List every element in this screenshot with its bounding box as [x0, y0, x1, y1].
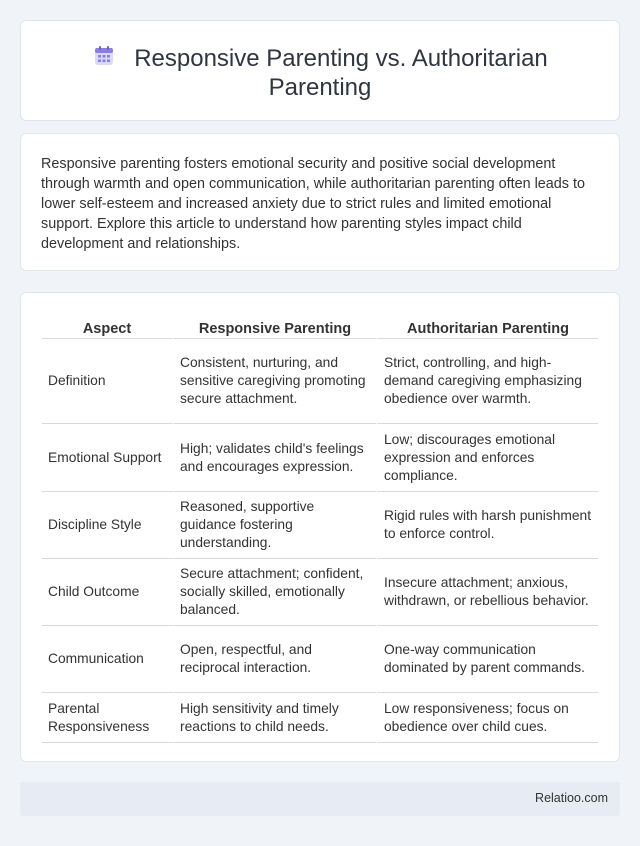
row-responsive: Open, respectful, and reciprocal interaction.	[172, 626, 376, 693]
header-authoritarian: Authoritarian Parenting	[376, 317, 598, 339]
row-responsive: High; validates child's feelings and encourages expression.	[172, 424, 376, 492]
header-responsive: Responsive Parenting	[172, 317, 376, 339]
table-row	[42, 339, 598, 424]
row-aspect: Communication	[42, 626, 172, 693]
table-header-row	[42, 317, 598, 339]
title-card	[20, 20, 620, 121]
footer-brand-link[interactable]: Relatioo.com	[535, 791, 608, 805]
intro-paragraph: Responsive parenting fosters emotional security and positive social development through warmth and open communication, while authoritarian parenting often leads to lower self-esteem and increased anxiety due to strict rules and limited emotional support. Explore this article to understand how parenting styles impact child development and relationships.	[41, 156, 585, 252]
row-authoritarian: Low; discourages emotional expression and enforces compliance.	[376, 424, 598, 492]
table-row	[42, 424, 598, 492]
row-authoritarian: Insecure attachment; anxious, withdrawn, or rebellious behavior.	[376, 559, 598, 626]
page-title: Responsive Parenting vs. Authoritarian Parenting	[134, 45, 548, 101]
footer-bar	[20, 782, 620, 816]
calendar-icon	[92, 44, 116, 68]
intro-card	[20, 133, 620, 271]
row-authoritarian: Strict, controlling, and high-demand caregiving emphasizing obedience over warmth.	[376, 339, 598, 424]
title-wrap	[61, 44, 579, 102]
table-row	[42, 559, 598, 626]
row-aspect: Emotional Support	[42, 424, 172, 492]
row-responsive: High sensitivity and timely reactions to child needs.	[172, 693, 376, 743]
header-aspect: Aspect	[42, 317, 172, 339]
row-responsive: Consistent, nurturing, and sensitive caregiving promoting secure attachment.	[172, 339, 376, 424]
comparison-card	[20, 292, 620, 762]
row-responsive: Secure attachment; confident, socially skilled, emotionally balanced.	[172, 559, 376, 626]
row-responsive: Reasoned, supportive guidance fostering understanding.	[172, 492, 376, 559]
row-authoritarian: One-way communication dominated by parent commands.	[376, 626, 598, 693]
row-aspect: Discipline Style	[42, 492, 172, 559]
table-row	[42, 693, 598, 743]
table-row	[42, 492, 598, 559]
row-aspect: Definition	[42, 339, 172, 424]
row-authoritarian: Rigid rules with harsh punishment to enforce control.	[376, 492, 598, 559]
table-row	[42, 626, 598, 693]
comparison-table	[42, 317, 598, 743]
row-aspect: Parental Responsiveness	[42, 693, 172, 743]
row-aspect: Child Outcome	[42, 559, 172, 626]
row-authoritarian: Low responsiveness; focus on obedience over child cues.	[376, 693, 598, 743]
